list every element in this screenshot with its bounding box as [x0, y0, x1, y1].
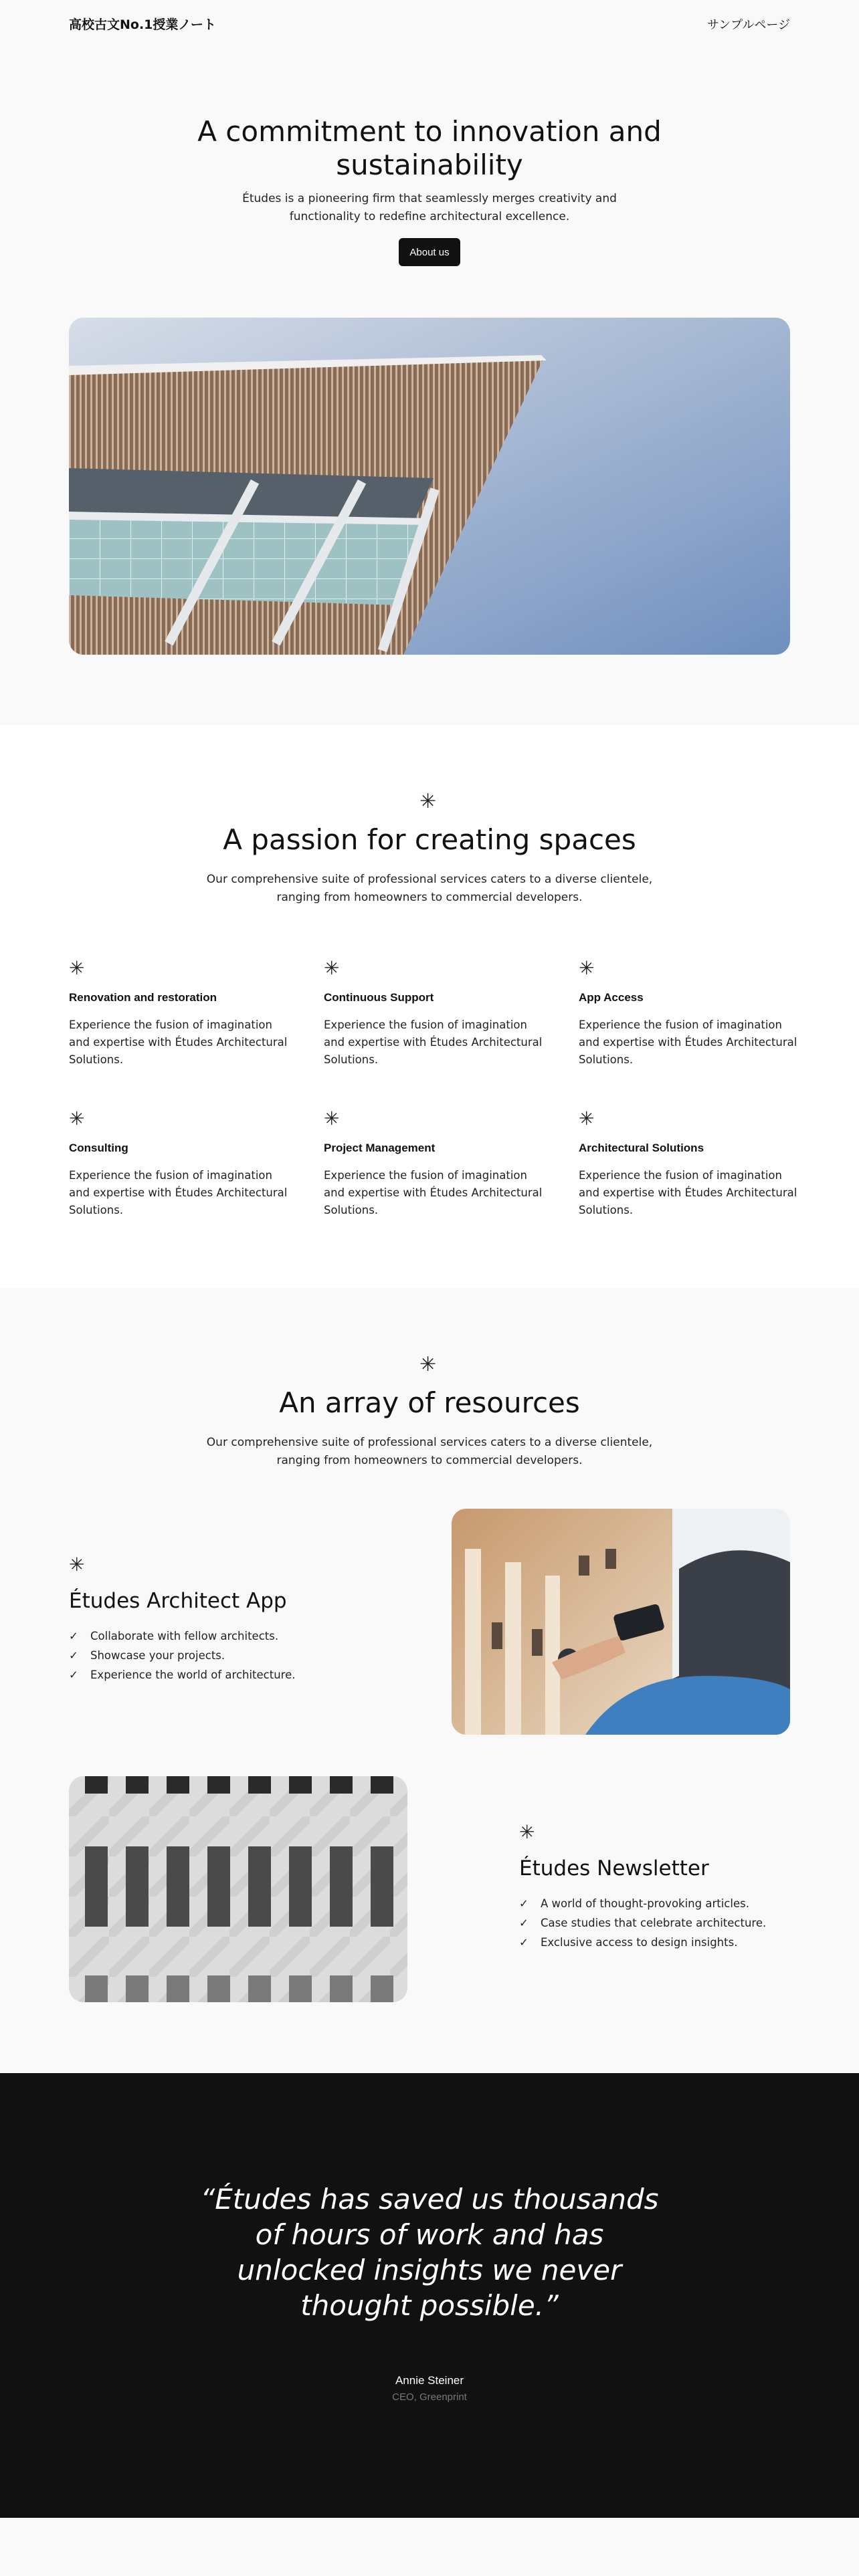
building-illustration [69, 318, 790, 655]
newsletter-feature-list [519, 1894, 766, 1952]
services-description: Our comprehensive suite of professional services caters to a diverse clientele, ranging from homeowners to commercial developers. [206, 873, 653, 904]
testimonial-author: Annie Steiner [395, 2374, 464, 2387]
service-title: App Access [579, 991, 644, 1004]
resources-section [0, 1288, 859, 2073]
service-text: Experience the fusion of imagination and expertise with Études Architectural Solutions. [579, 1169, 797, 1216]
nav-sample-page-link[interactable]: サンプルページ [706, 18, 790, 32]
list-item [519, 1933, 766, 1952]
testimonial-section [0, 2073, 859, 2518]
list-item [69, 1626, 296, 1646]
app-feature-list [69, 1626, 296, 1685]
asterisk-icon: ✳ [519, 1821, 535, 1843]
list-item [69, 1646, 296, 1665]
service-title: Architectural Solutions [579, 1142, 704, 1154]
list-item-text: A world of thought-provoking articles. [541, 1897, 749, 1910]
list-item [519, 1913, 766, 1933]
asterisk-icon: ✳ [419, 1353, 437, 1376]
service-card [69, 1109, 290, 1219]
service-text: Experience the fusion of imagination and expertise with Études Architectural Solutions. [324, 1169, 543, 1216]
service-text: Experience the fusion of imagination and expertise with Études Architectural Solutions. [69, 1018, 288, 1066]
service-text: Experience the fusion of imagination and expertise with Études Architectural Solutions. [69, 1169, 288, 1216]
asterisk-icon: ✳ [69, 1107, 85, 1130]
services-section [0, 725, 859, 1288]
facade-illustration [69, 1776, 407, 2002]
asterisk-icon: ✳ [324, 1107, 340, 1130]
hero-title: A commitment to innovation and sustainability [197, 115, 662, 181]
service-card [324, 959, 545, 1069]
testimonial-quote: “Études has saved us thousands of hours of work and has unlocked insights we never thought possible.” [200, 2183, 659, 2322]
asterisk-icon: ✳ [324, 957, 340, 979]
site-title[interactable]: 高校古文No.1授業ノート [69, 17, 216, 32]
check-icon: ✓ [519, 1897, 529, 1910]
service-title: Continuous Support [324, 991, 434, 1004]
asterisk-icon: ✳ [69, 1553, 85, 1576]
service-text: Experience the fusion of imagination and expertise with Études Architectural Solutions. [579, 1018, 797, 1066]
check-icon: ✓ [69, 1630, 78, 1642]
resources-description: Our comprehensive suite of professional services caters to a diverse clientele, ranging from homeowners to commercial developers. [206, 1436, 653, 1467]
service-title: Consulting [69, 1142, 128, 1154]
list-item-text: Experience the world of architecture. [90, 1669, 296, 1681]
list-item-text: Exclusive access to design insights. [541, 1936, 738, 1949]
newsletter-block [519, 1823, 766, 1952]
footer-area [0, 2518, 859, 2576]
app-title: Études Architect App [69, 1589, 287, 1613]
asterisk-icon: ✳ [419, 790, 437, 813]
hero-description: Études is a pioneering firm that seamlessly merges creativity and functionality to redefine architectural excellence. [242, 192, 617, 223]
site-header [0, 0, 859, 47]
service-card [69, 959, 290, 1069]
asterisk-icon: ✳ [579, 957, 595, 979]
list-item [69, 1665, 296, 1685]
hero-building-image [69, 318, 790, 655]
facade-image [69, 1776, 407, 2002]
about-us-button[interactable]: About us [399, 238, 460, 266]
check-icon: ✓ [519, 1917, 529, 1929]
list-item [519, 1894, 766, 1913]
list-item-text: Case studies that celebrate architecture. [541, 1917, 767, 1929]
photographer-image [452, 1509, 790, 1735]
asterisk-icon: ✳ [579, 1107, 595, 1130]
service-title: Renovation and restoration [69, 991, 217, 1004]
resources-title: An array of resources [279, 1386, 580, 1419]
service-card [579, 959, 799, 1069]
photographer-illustration [452, 1509, 790, 1735]
hero-section [0, 47, 859, 725]
app-block [69, 1555, 296, 1685]
newsletter-title: Études Newsletter [519, 1856, 709, 1881]
service-card [324, 1109, 545, 1219]
check-icon: ✓ [69, 1649, 78, 1662]
list-item-text: Showcase your projects. [90, 1649, 225, 1662]
list-item-text: Collaborate with fellow architects. [90, 1630, 279, 1642]
service-card [579, 1109, 799, 1219]
asterisk-icon: ✳ [69, 957, 85, 979]
service-text: Experience the fusion of imagination and expertise with Études Architectural Solutions. [324, 1018, 543, 1066]
check-icon: ✓ [69, 1669, 78, 1681]
service-title: Project Management [324, 1142, 436, 1154]
check-icon: ✓ [519, 1936, 529, 1949]
services-title: A passion for creating spaces [223, 823, 636, 856]
testimonial-role: CEO, Greenprint [392, 2391, 467, 2403]
